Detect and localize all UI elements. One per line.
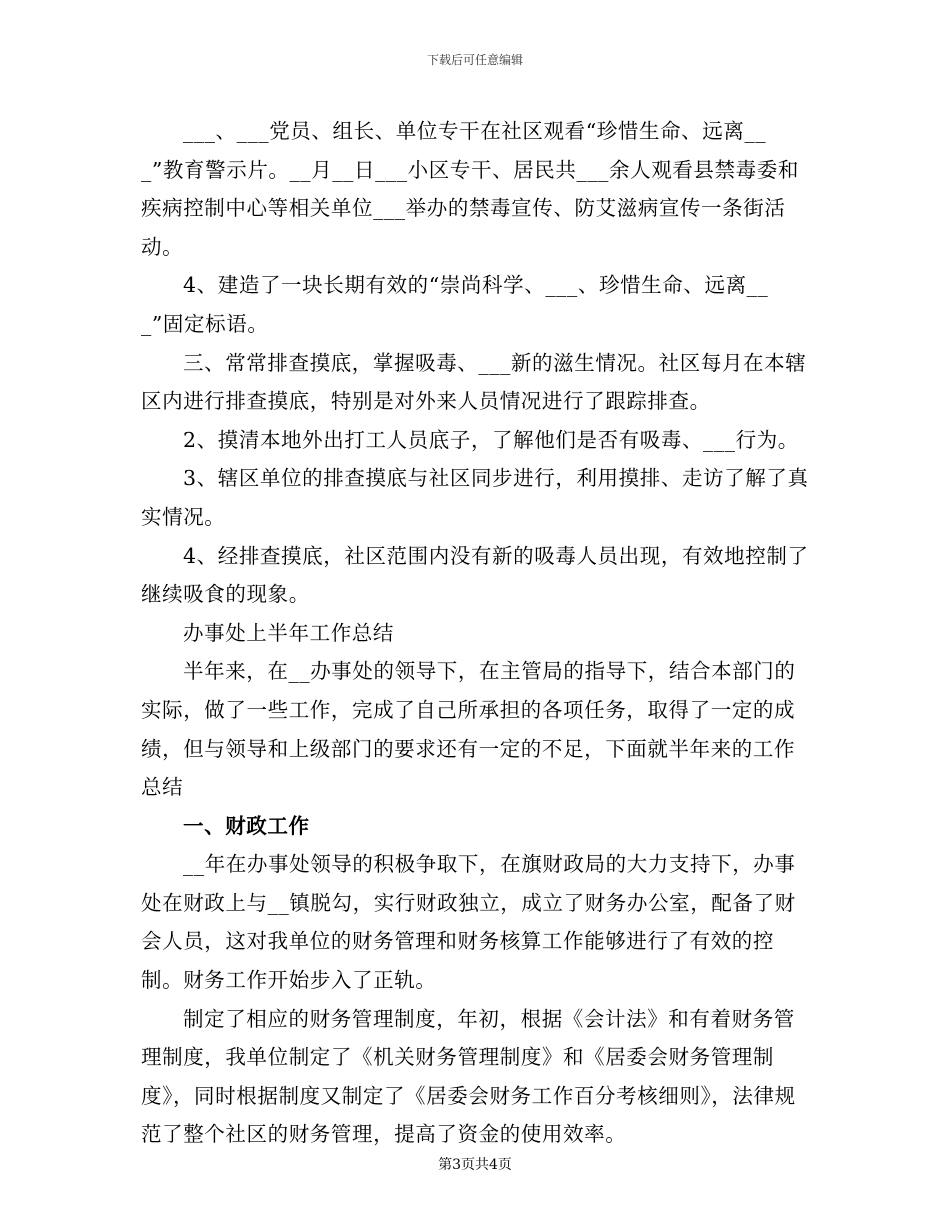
paragraph-5: 3、辖区单位的排查摸底与社区同步进行，利用摸排、走访了解了真实情况。 — [141, 466, 809, 529]
paragraph-2: 4、建造了一块长期有效的“崇尚科学、___、珍惜生命、远离___”固定标语。 — [141, 273, 769, 336]
paragraph-4: 2、摸清本地外出打工人员底子，了解他们是否有吸毒、___行为。 — [183, 427, 799, 452]
paragraph-finance-2: 制定了相应的财务管理制度，年初，根据《会计法》和有着财务管理制度，我单位制定了《机关财务管理制度》和《居委会财务管理制度》，同时根据制度又制定了《居委会财务工作百分考核细则》，法律规范了整个社区的财务管理，提高了资金的使用效率。 — [141, 1006, 796, 1147]
page-header: 下载后可任意编辑 — [426, 53, 523, 67]
document-body — [141, 112, 809, 1154]
page-number: 第3页共4页 — [438, 1157, 512, 1173]
paragraph-6: 4、经排查摸底，社区范围内没有新的吸毒人员出现，有效地控制了继续吸食的现象。 — [141, 543, 809, 607]
paragraph-3: 三、常常排查摸底，掌握吸毒、___新的滋生情况。社区每月在本辖区内进行排查摸底，特别是对外来人员情况进行了跟踪排查。 — [141, 350, 807, 414]
paragraph-1: ___、___党员、组长、单位专干在社区观看“珍惜生命、远离___”教育警示片。__月__日___小区专干、居民共___余人观看县禁毒委和疾病控制中心等相关单位___举办的禁毒宣传、防艾滋病宣传一条街活动。 — [141, 119, 799, 259]
paragraph-finance-1: __年在办事处领导的积极争取下，在旗财政局的大力支持下，办事处在财政上与__镇脱勾，实行财政独立，成立了财务办公室，配备了财会人员，这对我单位的财务管理和财务核算工作能够进行了有效的控制。财务工作开始步入了正轨。 — [141, 852, 796, 993]
section-title: 办事处上半年工作总结 — [183, 620, 394, 645]
paragraph-intro: 半年来，在__办事处的领导下，在主管局的指导下，结合本部门的实际，做了一些工作，完成了自己所承担的各项任务，取得了一定的成绩，但与领导和上级部门的要求还有一定的不足，下面就半年来的工作总结 — [141, 659, 796, 800]
section-heading-finance: 一、财政工作 — [183, 813, 310, 838]
